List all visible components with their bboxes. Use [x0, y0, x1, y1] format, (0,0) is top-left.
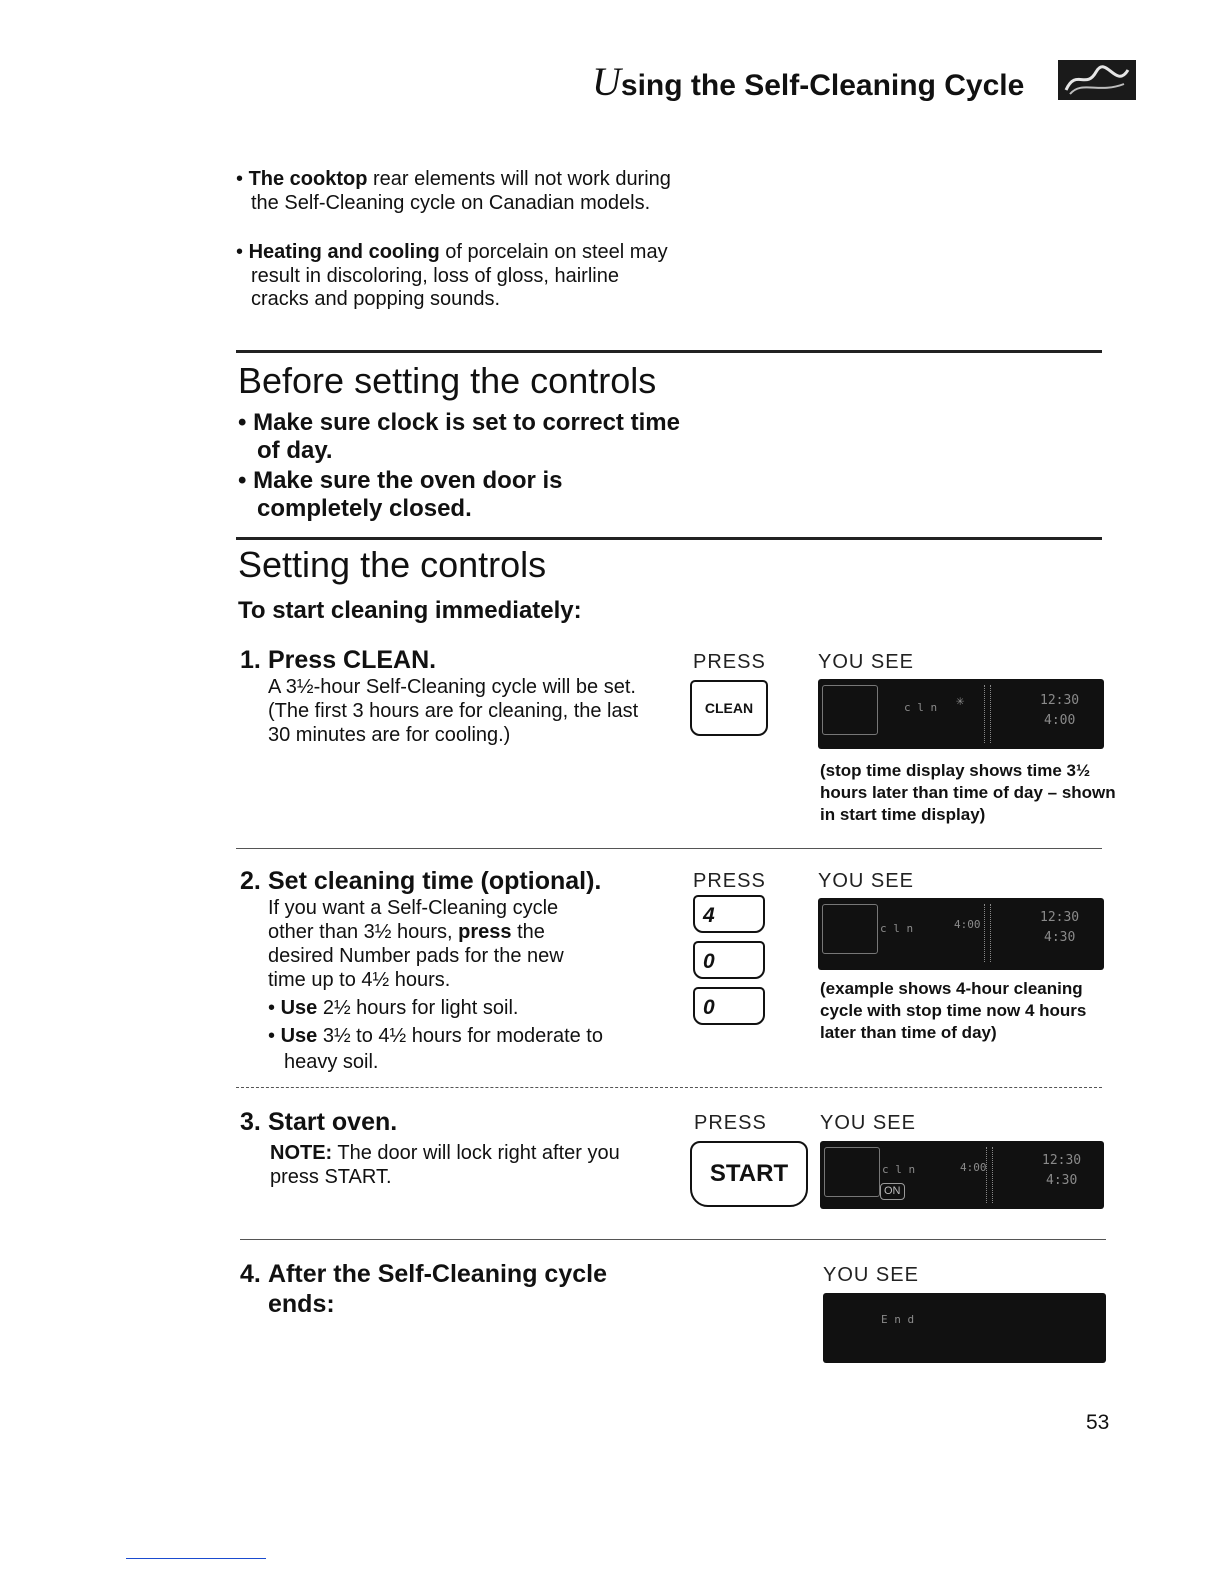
- step-2-bullet-light-soil: • Use 2½ hours for light soil.: [268, 997, 519, 1019]
- sub-bullet-text: 2½ hours for light soil.: [317, 997, 519, 1019]
- door-lock-on-indicator: ON: [880, 1183, 905, 1200]
- display-start-time: 12:30: [1040, 910, 1080, 925]
- display-time-text: 4:00: [960, 1161, 987, 1174]
- number-key-0: 0: [693, 941, 765, 979]
- sub-bullet-text: 3½ to 4½ hours for moderate to heavy soil.: [284, 1025, 603, 1073]
- page-number: 53: [1086, 1411, 1110, 1434]
- step-2-body-text: If you want a Self-Cleaning cycle other than 3½ hours,: [268, 897, 559, 943]
- you-see-label: YOU SEE: [818, 870, 914, 892]
- display-stop-time: 4:30: [1046, 1173, 1078, 1188]
- you-see-label: YOU SEE: [823, 1264, 919, 1286]
- step-number: 4.: [240, 1260, 261, 1288]
- footer-line: [126, 1558, 266, 1559]
- display-divider: [986, 1147, 993, 1203]
- step-title-text: After the Self-Cleaning cycle ends:: [268, 1260, 607, 1318]
- display-clean-text: c l n: [904, 701, 938, 714]
- press-label: PRESS: [693, 870, 766, 892]
- before-bullet-clock: • Make sure clock is set to correct time of day.: [238, 409, 680, 464]
- before-bullet-door: • Make sure the oven door is completely closed.: [238, 467, 563, 522]
- display-clean-text: c l n: [882, 1163, 916, 1176]
- display-clean-text: c l n: [880, 922, 914, 935]
- step-2-body-bold: press: [458, 921, 512, 943]
- display-oven-window: [824, 1147, 880, 1197]
- step-2-body-text: the desired Number pads for the new time up to 4½ hours.: [268, 921, 564, 991]
- step-1-title: [240, 646, 436, 675]
- display-end-text: E n d: [881, 1313, 915, 1326]
- step-divider: [240, 1239, 1106, 1240]
- press-label: PRESS: [694, 1112, 767, 1134]
- clean-key: CLEAN: [690, 680, 768, 736]
- section-divider: [236, 350, 1102, 353]
- display-flash-icon: ✳: [956, 693, 965, 709]
- step-2-caption: (example shows 4-hour cleaning cycle with stop time now 4 hours later than time of day): [820, 979, 1087, 1042]
- intro-bullet-cooktop: • The cooktop rear elements will not work during the Self-Cleaning cycle on Canadian models.: [236, 168, 671, 214]
- step-1-body: A 3½-hour Self-Cleaning cycle will be set. (The first 3 hours are for cleaning, the last 30 minutes are for cooling.): [268, 676, 639, 746]
- brand-logo-icon: [1058, 60, 1136, 100]
- note-label: NOTE:: [270, 1142, 333, 1164]
- display-divider: [984, 685, 991, 743]
- step-2-title: [240, 867, 601, 896]
- intro-bullet-bold: The cooktop: [248, 168, 368, 190]
- step-title-text: Press CLEAN.: [268, 646, 437, 674]
- step-3-title: [240, 1108, 397, 1137]
- display-divider: [984, 904, 991, 962]
- display-stop-time: 4:30: [1044, 930, 1076, 945]
- section-divider: [236, 537, 1102, 540]
- before-bullet-text: Make sure clock is set to correct time of day.: [253, 409, 680, 464]
- step-1-caption: (stop time display shows time 3½ hours later than time of day – shown in start time display): [820, 761, 1116, 824]
- display-time-text: 4:00: [954, 918, 981, 931]
- sub-bullet-bold: Use: [280, 1025, 318, 1047]
- intro-bullet-bold: Heating and cooling: [248, 241, 440, 263]
- step-3-note: [270, 1141, 650, 1189]
- oven-display-step-4: [823, 1293, 1106, 1363]
- sub-bullet-bold: Use: [280, 997, 318, 1019]
- display-stop-time: 4:00: [1044, 713, 1076, 728]
- intro-bullet-text: of porcelain on steel may result in discoloring, loss of gloss, hairline cracks and popping sounds.: [251, 241, 668, 310]
- step-divider: [236, 848, 1102, 849]
- number-key-0-second: 0: [693, 987, 765, 1025]
- step-number: 1.: [240, 646, 261, 674]
- oven-display-step-1: [818, 679, 1104, 749]
- start-immediately-heading: To start cleaning immediately:: [238, 597, 582, 624]
- you-see-label: YOU SEE: [820, 1112, 916, 1134]
- display-oven-window: [822, 904, 878, 954]
- display-oven-window: [822, 685, 878, 735]
- step-number: 2.: [240, 867, 261, 895]
- step-2-body: [268, 896, 598, 992]
- before-bullet-text: Make sure the oven door is completely closed.: [253, 467, 563, 522]
- display-start-time: 12:30: [1042, 1153, 1082, 1168]
- press-label: PRESS: [693, 651, 766, 673]
- start-key: START: [690, 1141, 808, 1207]
- step-2-bullet-heavy-soil: • Use 3½ to 4½ hours for moderate to heavy soil.: [268, 1025, 603, 1073]
- header-title-text: sing the Self-Cleaning Cycle: [620, 69, 1025, 102]
- number-key-4: 4: [693, 895, 765, 933]
- page-header-title: [592, 58, 1024, 105]
- note-text: The door will lock right after you press START.: [270, 1142, 620, 1188]
- before-section-title: Before setting the controls: [238, 360, 657, 401]
- step-4-title: [240, 1259, 628, 1319]
- display-start-time: 12:30: [1040, 693, 1080, 708]
- oven-display-step-2: [818, 898, 1104, 970]
- step-title-text: Set cleaning time (optional).: [268, 867, 602, 895]
- intro-bullet-heating: • Heating and cooling of porcelain on steel may result in discoloring, loss of gloss, hairline cracks and popping sounds.: [236, 241, 668, 310]
- oven-display-step-3: [820, 1141, 1104, 1209]
- step-divider: [236, 1087, 1102, 1088]
- you-see-label: YOU SEE: [818, 651, 914, 673]
- header-title-initial: U: [592, 59, 621, 104]
- step-number: 3.: [240, 1108, 261, 1136]
- step-title-text: Start oven.: [268, 1108, 398, 1136]
- intro-bullet-text: rear elements will not work during the Self-Cleaning cycle on Canadian models.: [251, 168, 671, 214]
- setting-section-title: Setting the controls: [238, 544, 547, 585]
